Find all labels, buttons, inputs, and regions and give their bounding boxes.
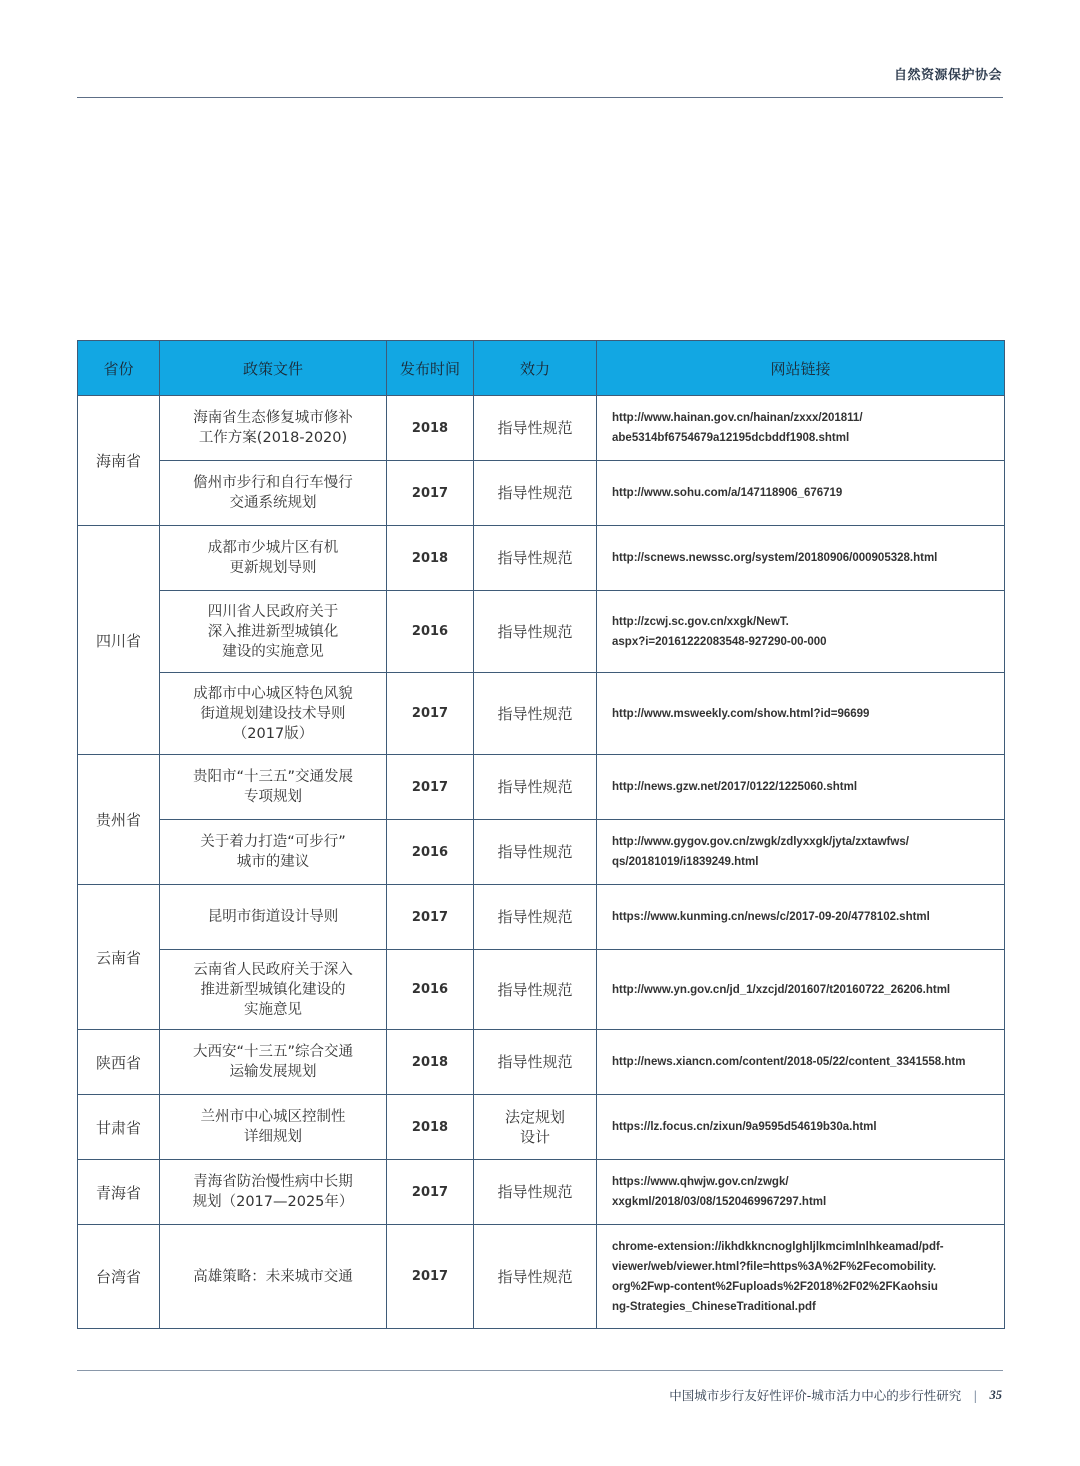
effect-cell: 指导性规范 bbox=[474, 755, 597, 820]
province-cell: 四川省 bbox=[78, 526, 160, 755]
effect-cell: 指导性规范 bbox=[474, 1225, 597, 1329]
table-row bbox=[78, 1095, 1005, 1160]
header-divider bbox=[77, 97, 1003, 98]
publish-year-cell: 2017 bbox=[387, 1225, 474, 1329]
publish-year-cell: 2018 bbox=[387, 1030, 474, 1095]
policy-document-cell: 高雄策略：未来城市交通 bbox=[160, 1225, 387, 1329]
website-link-cell[interactable]: http://scnews.newssc.org/system/20180906/000905328.html bbox=[597, 526, 1005, 591]
policy-document-cell: 四川省人民政府关于 深入推进新型城镇化 建设的实施意见 bbox=[160, 591, 387, 673]
table-row bbox=[78, 885, 1005, 950]
website-link-cell[interactable]: http://www.yn.gov.cn/jd_1/xzcjd/201607/t20160722_26206.html bbox=[597, 950, 1005, 1030]
website-link-cell[interactable]: https://www.kunming.cn/news/c/2017-09-20/4778102.shtml bbox=[597, 885, 1005, 950]
effect-cell: 指导性规范 bbox=[474, 673, 597, 755]
effect-cell: 指导性规范 bbox=[474, 526, 597, 591]
effect-cell: 指导性规范 bbox=[474, 885, 597, 950]
publish-year-cell: 2016 bbox=[387, 591, 474, 673]
table-row bbox=[78, 820, 1005, 885]
header-province: 省份 bbox=[78, 341, 160, 396]
publish-year-cell: 2017 bbox=[387, 755, 474, 820]
website-link-cell[interactable]: chrome-extension://ikhdkkncnoglghljlkmcimlnlhkeamad/pdf- viewer/web/viewer.html?file=https%3A%2F%2Fecomobility. org%2Fwp-content%2Fuploads%2F2018%2F02%2FKaohsiu ng-Strategies_ChineseTraditional.pdf bbox=[597, 1225, 1005, 1329]
policy-document-cell: 儋州市步行和自行车慢行 交通系统规划 bbox=[160, 461, 387, 526]
policy-table bbox=[77, 340, 1005, 1329]
province-cell: 海南省 bbox=[78, 396, 160, 526]
website-link-cell[interactable]: http://www.hainan.gov.cn/hainan/zxxx/201811/ abe5314bf6754679a12195dcbddf1908.shtml bbox=[597, 396, 1005, 461]
publish-year-cell: 2018 bbox=[387, 396, 474, 461]
policy-document-cell: 海南省生态修复城市修补 工作方案(2018-2020) bbox=[160, 396, 387, 461]
province-cell: 陕西省 bbox=[78, 1030, 160, 1095]
publish-year-cell: 2017 bbox=[387, 885, 474, 950]
publish-year-cell: 2017 bbox=[387, 461, 474, 526]
footer-title: 中国城市步行友好性评价-城市活力中心的步行性研究 bbox=[669, 1388, 962, 1403]
effect-cell: 指导性规范 bbox=[474, 1160, 597, 1225]
header-policy-document: 政策文件 bbox=[160, 341, 387, 396]
effect-cell: 法定规划 设计 bbox=[474, 1095, 597, 1160]
policy-document-cell: 云南省人民政府关于深入 推进新型城镇化建设的 实施意见 bbox=[160, 950, 387, 1030]
organization-name: 自然资源保护协会 bbox=[893, 68, 1002, 83]
effect-cell: 指导性规范 bbox=[474, 461, 597, 526]
page-footer bbox=[669, 1386, 1002, 1404]
policy-document-cell: 青海省防治慢性病中长期 规划（2017—2025年） bbox=[160, 1160, 387, 1225]
table-row bbox=[78, 591, 1005, 673]
table-row bbox=[78, 396, 1005, 461]
table-row bbox=[78, 673, 1005, 755]
website-link-cell[interactable]: https://lz.focus.cn/zixun/9a9595d54619b30a.html bbox=[597, 1095, 1005, 1160]
table-row bbox=[78, 1160, 1005, 1225]
policy-document-cell: 昆明市街道设计导则 bbox=[160, 885, 387, 950]
effect-cell: 指导性规范 bbox=[474, 591, 597, 673]
footer-divider bbox=[77, 1370, 1003, 1371]
website-link-cell[interactable]: http://news.xiancn.com/content/2018-05/22/content_3341558.htm bbox=[597, 1030, 1005, 1095]
province-cell: 台湾省 bbox=[78, 1225, 160, 1329]
header-website-link: 网站链接 bbox=[597, 341, 1005, 396]
table-row bbox=[78, 526, 1005, 591]
publish-year-cell: 2017 bbox=[387, 1160, 474, 1225]
policy-document-cell: 成都市中心城区特色风貌 街道规划建设技术导则 （2017版） bbox=[160, 673, 387, 755]
province-cell: 贵州省 bbox=[78, 755, 160, 885]
table-row bbox=[78, 461, 1005, 526]
policy-document-cell: 成都市少城片区有机 更新规划导则 bbox=[160, 526, 387, 591]
table-row bbox=[78, 1225, 1005, 1329]
policy-document-cell: 关于着力打造“可步行” 城市的建议 bbox=[160, 820, 387, 885]
province-cell: 云南省 bbox=[78, 885, 160, 1030]
publish-year-cell: 2018 bbox=[387, 1095, 474, 1160]
header-publish-date: 发布时间 bbox=[387, 341, 474, 396]
footer-separator: | bbox=[973, 1387, 978, 1403]
table-header-row bbox=[78, 341, 1005, 396]
province-cell: 甘肃省 bbox=[78, 1095, 160, 1160]
header-effect: 效力 bbox=[474, 341, 597, 396]
website-link-cell[interactable]: http://www.sohu.com/a/147118906_676719 bbox=[597, 461, 1005, 526]
page-number: 35 bbox=[989, 1387, 1002, 1402]
policy-document-cell: 兰州市中心城区控制性 详细规划 bbox=[160, 1095, 387, 1160]
table-row bbox=[78, 950, 1005, 1030]
table-row bbox=[78, 1030, 1005, 1095]
website-link-cell[interactable]: http://www.msweekly.com/show.html?id=96699 bbox=[597, 673, 1005, 755]
effect-cell: 指导性规范 bbox=[474, 820, 597, 885]
website-link-cell[interactable]: https://www.qhwjw.gov.cn/zwgk/ xxgkml/2018/03/08/1520469967297.html bbox=[597, 1160, 1005, 1225]
effect-cell: 指导性规范 bbox=[474, 1030, 597, 1095]
website-link-cell[interactable]: http://zcwj.sc.gov.cn/xxgk/NewT. aspx?i=20161222083548-927290-00-000 bbox=[597, 591, 1005, 673]
publish-year-cell: 2017 bbox=[387, 673, 474, 755]
policy-document-cell: 贵阳市“十三五”交通发展 专项规划 bbox=[160, 755, 387, 820]
policy-document-cell: 大西安“十三五”综合交通 运输发展规划 bbox=[160, 1030, 387, 1095]
province-cell: 青海省 bbox=[78, 1160, 160, 1225]
publish-year-cell: 2016 bbox=[387, 950, 474, 1030]
effect-cell: 指导性规范 bbox=[474, 396, 597, 461]
website-link-cell[interactable]: http://news.gzw.net/2017/0122/1225060.shtml bbox=[597, 755, 1005, 820]
publish-year-cell: 2018 bbox=[387, 526, 474, 591]
publish-year-cell: 2016 bbox=[387, 820, 474, 885]
effect-cell: 指导性规范 bbox=[474, 950, 597, 1030]
table-row bbox=[78, 755, 1005, 820]
website-link-cell[interactable]: http://www.gygov.gov.cn/zwgk/zdlyxxgk/jyta/zxtawfws/ qs/20181019/i1839249.html bbox=[597, 820, 1005, 885]
